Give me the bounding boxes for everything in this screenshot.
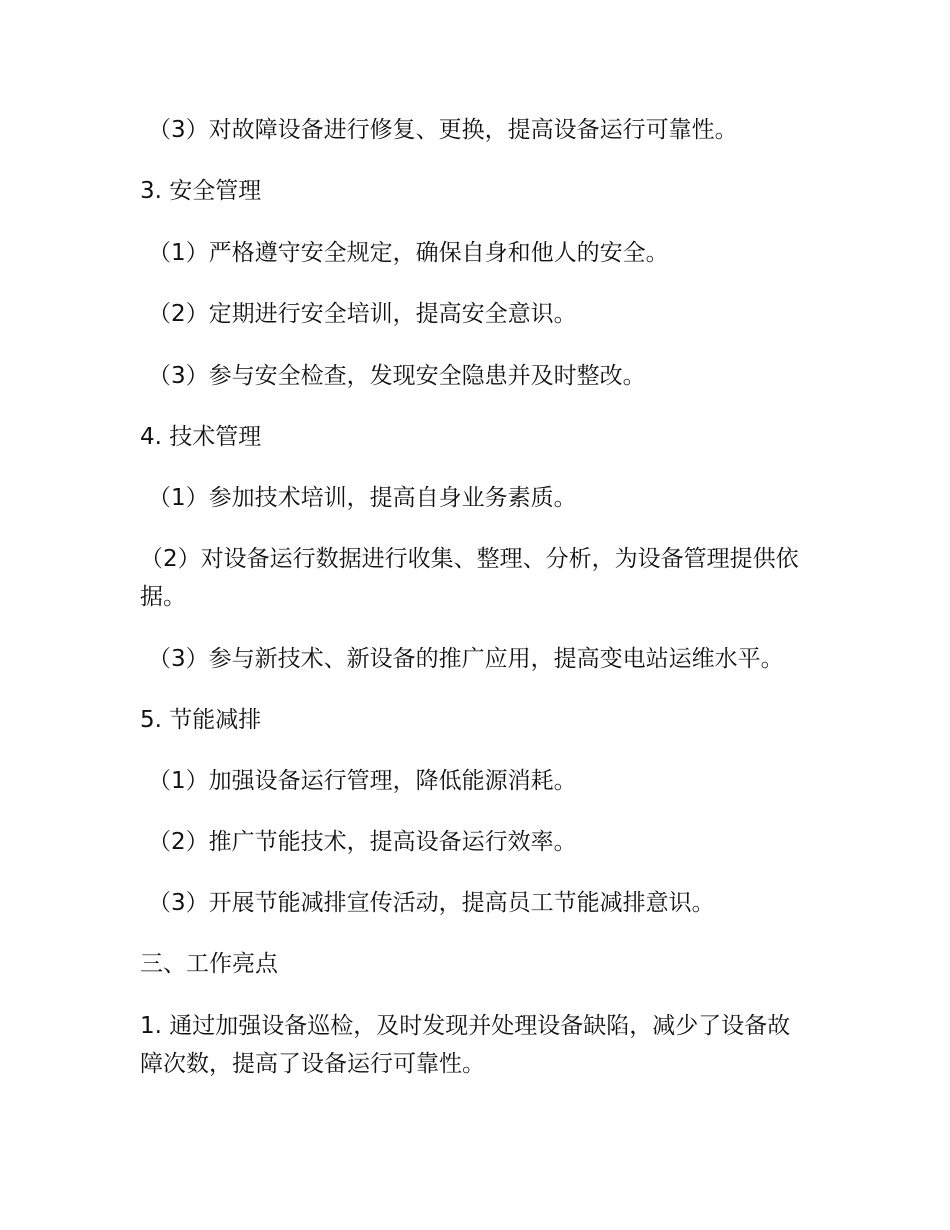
list-item-safety-training: （2）定期进行安全培训，提高安全意识。 bbox=[148, 301, 577, 327]
list-item-equipment-repair: （3）对故障设备进行修复、更换，提高设备运行可靠性。 bbox=[148, 117, 738, 143]
list-item-energy-consumption: （1）加强设备运行管理，降低能源消耗。 bbox=[148, 768, 577, 794]
section-heading-technical-management: 4. 技术管理 bbox=[140, 424, 262, 450]
highlight-item-equipment-inspection: 1. 通过加强设备巡检，及时发现并处理设备缺陷，减少了设备故障次数，提高了设备运行可靠性。 bbox=[140, 1013, 791, 1077]
list-item-safety-rules: （1）严格遵守安全规定，确保自身和他人的安全。 bbox=[148, 240, 669, 266]
section-heading-safety-management: 3. 安全管理 bbox=[140, 178, 262, 204]
section-heading-energy-saving: 5. 节能减排 bbox=[140, 707, 262, 733]
list-item-technical-training: （1）参加技术培训，提高自身业务素质。 bbox=[148, 485, 577, 511]
list-item-energy-technology: （2）推广节能技术，提高设备运行效率。 bbox=[148, 829, 577, 855]
list-item-safety-inspection: （3）参与安全检查，发现安全隐患并及时整改。 bbox=[148, 363, 646, 389]
list-item-data-analysis: （2）对设备运行数据进行收集、整理、分析，为设备管理提供依据。 bbox=[140, 546, 799, 610]
list-item-energy-awareness: （3）开展节能减排宣传活动，提高员工节能减排意识。 bbox=[148, 890, 715, 916]
list-item-new-technology: （3）参与新技术、新设备的推广应用，提高变电站运维水平。 bbox=[148, 646, 784, 672]
section-heading-work-highlights: 三、工作亮点 bbox=[140, 951, 278, 977]
